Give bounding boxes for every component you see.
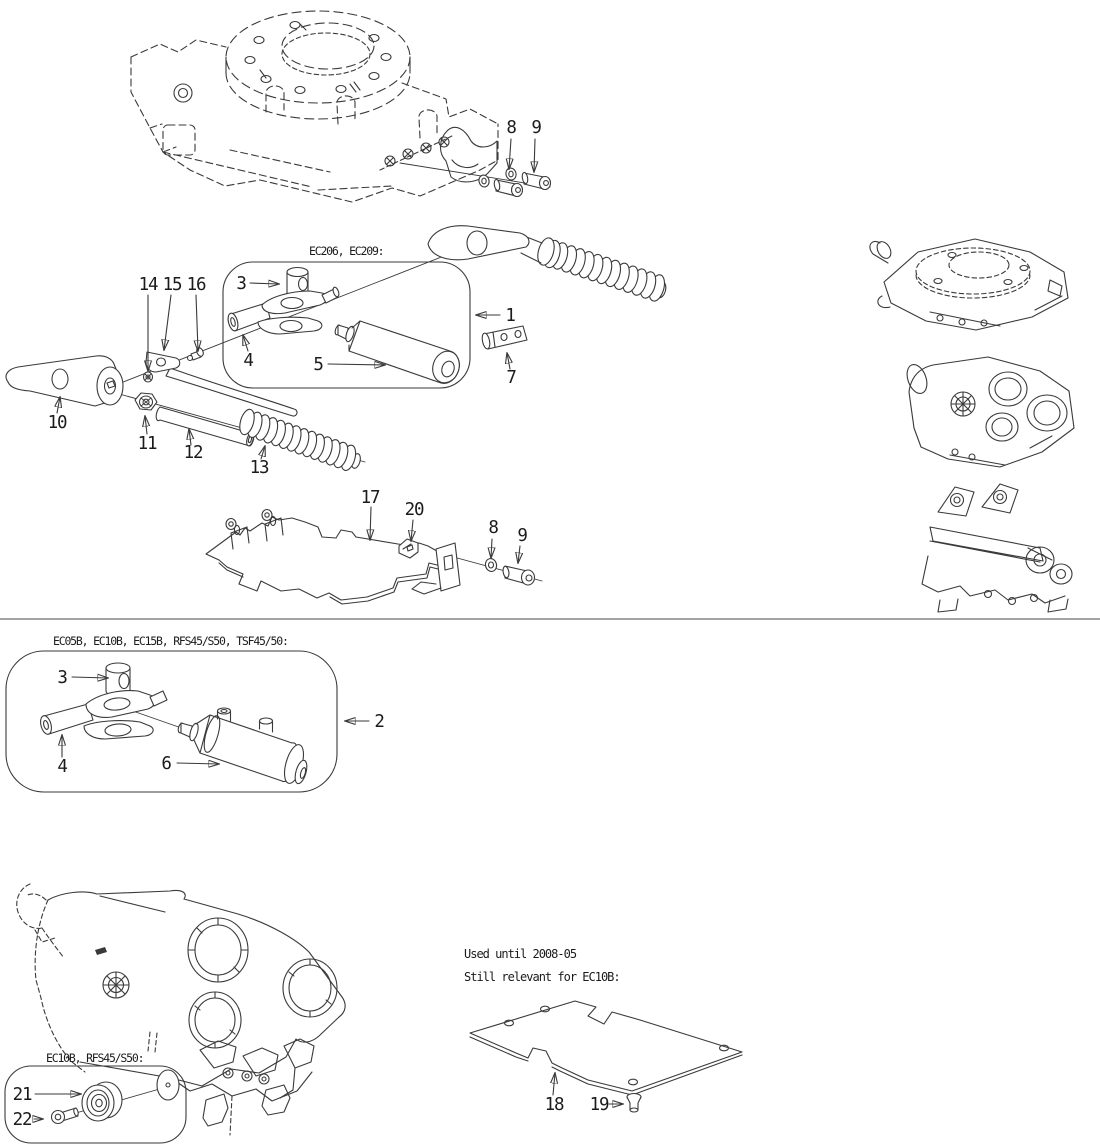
part-9-bolt-drawing bbox=[502, 566, 534, 585]
lever-spring-drawing bbox=[428, 226, 668, 303]
callout-8: 8 bbox=[506, 118, 516, 138]
part-11-nut-drawing bbox=[135, 393, 157, 410]
callout-12: 12 bbox=[183, 443, 203, 463]
callout-13: 13 bbox=[249, 458, 269, 478]
callout-17: 17 bbox=[360, 488, 380, 508]
ec206-group-label: EC206, EC209: bbox=[309, 244, 384, 258]
callout-11: 11 bbox=[137, 434, 157, 454]
callout-8-arrow bbox=[509, 139, 511, 169]
part-6-cylinder-drawing bbox=[177, 708, 309, 785]
callout-6: 6 bbox=[161, 754, 171, 774]
part-19-screw-drawing bbox=[627, 1094, 641, 1113]
old-plate-assembly bbox=[464, 947, 742, 1115]
fork-bracket-drawing bbox=[380, 127, 497, 182]
callout-2: 2 bbox=[374, 712, 384, 732]
chassis-assembly-drawing bbox=[131, 11, 551, 202]
ec10b-group-assembly bbox=[5, 1051, 186, 1143]
callout-3-arrow bbox=[250, 283, 279, 284]
ec10b-group-label: EC10B, RFS45/S50: bbox=[46, 1051, 144, 1065]
callout-9-arrow bbox=[534, 139, 535, 172]
callout-21: 21 bbox=[12, 1085, 32, 1105]
callout-7: 7 bbox=[506, 368, 516, 388]
callout-4: 4 bbox=[57, 757, 67, 777]
mount-disc-drawing bbox=[157, 1070, 179, 1100]
callout-4-arrow bbox=[243, 335, 248, 351]
ec05b-group-assembly bbox=[6, 634, 384, 792]
part-9-bolt-drawing bbox=[493, 172, 550, 196]
part-21-roller-drawing bbox=[82, 1082, 122, 1121]
part-8-washer-drawing bbox=[484, 557, 498, 572]
callout-22: 22 bbox=[12, 1110, 32, 1130]
callout-16: 16 bbox=[186, 275, 206, 295]
callout-3-arrow bbox=[72, 677, 108, 678]
callout-8: 8 bbox=[488, 518, 498, 538]
callout-15-arrow bbox=[164, 295, 171, 350]
bolt-hole-marks bbox=[385, 137, 449, 166]
callout-15: 15 bbox=[162, 275, 182, 295]
callout-19: 19 bbox=[589, 1095, 609, 1115]
part-10-handle-drawing bbox=[6, 356, 123, 406]
part-4-clevis-drawing bbox=[39, 691, 167, 739]
callout-5-arrow bbox=[328, 364, 385, 365]
callout-7-arrow bbox=[507, 353, 510, 369]
linkage-exploded-view bbox=[6, 226, 667, 478]
thumbnail-upper-frame bbox=[870, 239, 1068, 330]
thumbnail-middle-housing bbox=[903, 357, 1074, 467]
callout-3: 3 bbox=[57, 668, 67, 688]
gear-housing-drawing bbox=[17, 884, 345, 1135]
floor-plate-assembly bbox=[206, 488, 542, 604]
callout-14: 14 bbox=[138, 275, 158, 295]
part-22-bolt-drawing bbox=[52, 1108, 79, 1124]
callout-18: 18 bbox=[544, 1095, 564, 1115]
callout-10-arrow bbox=[57, 397, 60, 413]
part-15-lever-arm-drawing bbox=[146, 352, 297, 416]
callout-9: 9 bbox=[517, 526, 527, 546]
callout-16-arrow bbox=[196, 295, 198, 351]
callout-4: 4 bbox=[243, 351, 253, 371]
slewing-ring-drawing bbox=[226, 11, 410, 119]
part-16-fitting-drawing bbox=[188, 347, 205, 361]
callout-20-arrow bbox=[411, 520, 413, 541]
callout-9: 9 bbox=[531, 118, 541, 138]
part-7-pin-drawing bbox=[481, 326, 527, 350]
part-14-washer-drawing bbox=[144, 372, 153, 382]
callout-11-arrow bbox=[145, 416, 147, 434]
callout-1: 1 bbox=[505, 306, 515, 326]
note-still-relevant: Still relevant for EC10B: bbox=[464, 970, 620, 984]
ec05b-group-label: EC05B, EC10B, EC15B, RFS45/S50, TSF45/50: bbox=[53, 634, 288, 648]
callout-5: 5 bbox=[313, 355, 323, 375]
callout-10: 10 bbox=[47, 413, 67, 433]
reference-thumbnails bbox=[870, 239, 1074, 612]
callout-8-arrow bbox=[491, 539, 492, 558]
part-5-damper-drawing bbox=[334, 321, 463, 386]
callout-18-arrow bbox=[553, 1073, 555, 1095]
part-18-plate-drawing bbox=[470, 1001, 742, 1095]
callout-17-arrow bbox=[370, 507, 371, 540]
callout-20: 20 bbox=[404, 500, 424, 520]
thumbnail-lower-frame bbox=[922, 484, 1072, 612]
callout-3: 3 bbox=[236, 274, 246, 294]
chassis-body-drawing bbox=[131, 40, 498, 202]
callout-6-arrow bbox=[177, 763, 219, 764]
callout-9-arrow bbox=[518, 546, 520, 563]
note-used-until: Used until 2008-05 bbox=[464, 947, 577, 961]
